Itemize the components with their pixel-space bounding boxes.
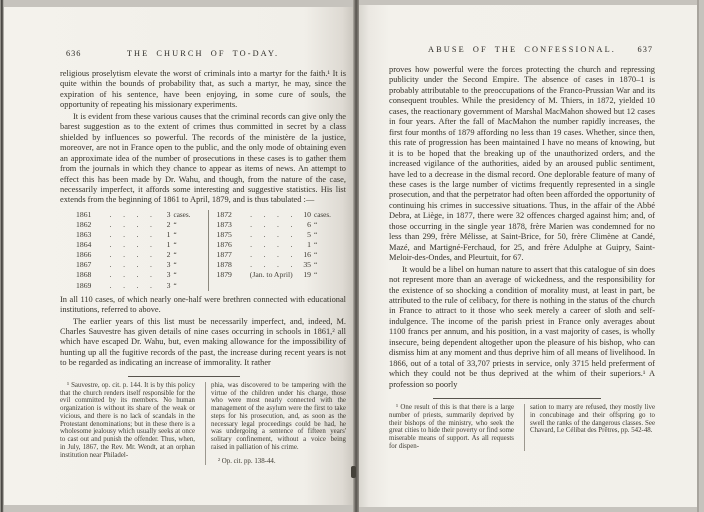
table-row <box>217 230 345 240</box>
body-paragraph: religious proselytism elevate the worst of criminals into a martyr for the faith.¹ It is quite within the bounds of probability that, as such a martyr, he may, since the expiration of his sentence, have been enjoying, in some cure of souls, the opportunity of repeating his missionary experiments. <box>60 69 346 110</box>
footnote-column <box>389 404 519 451</box>
table-unit: “ <box>173 271 177 280</box>
book-gutter <box>353 0 359 512</box>
table-year: 1867 <box>76 260 92 270</box>
table-row <box>76 210 204 220</box>
table-count: 1 <box>166 230 171 240</box>
table-unit: cases. <box>314 210 331 219</box>
table-row <box>76 281 204 291</box>
table-year: 1868 <box>76 270 92 280</box>
table-year: 1861 <box>76 209 92 219</box>
table-row <box>76 270 204 280</box>
table-year: 1877 <box>216 250 232 260</box>
footnote-text: ¹ One result of this is that there is a large number of priests, summarily deprived by their bishops of the ministry, who seek the great cities to hide their poverty or find some miserable means of support. As all requests for dispen- <box>389 404 514 450</box>
table-row <box>217 250 345 260</box>
footnote-column <box>211 382 346 466</box>
cases-table-left-column <box>60 210 208 291</box>
footnote-rule <box>433 398 601 399</box>
table-unit: “ <box>314 251 318 260</box>
footnote-rule <box>128 376 240 377</box>
table-year: 1866 <box>76 250 92 260</box>
table-row <box>217 260 345 270</box>
table-count: 10 <box>303 209 311 219</box>
footnote-text: ² Op. cit. pp. 138-44. <box>218 457 276 465</box>
table-year: 1869 <box>76 280 92 290</box>
table-row <box>76 230 204 240</box>
table-count: 2 <box>166 250 171 260</box>
table-count: 16 <box>303 250 311 260</box>
table-dot-leader: . . . . <box>250 260 293 270</box>
table-year: 1878 <box>216 260 232 270</box>
footnote-column-divider <box>205 382 206 466</box>
table-year: 1872 <box>216 209 232 219</box>
table-row <box>217 210 345 220</box>
table-count: 1 <box>307 240 311 250</box>
table-count: 6 <box>307 219 311 229</box>
right-page-content <box>389 45 655 451</box>
table-dot-leader: . . . . <box>109 280 152 290</box>
table-row <box>76 250 204 260</box>
table-row <box>217 240 345 250</box>
table-dot-leader: . . . . <box>109 270 152 280</box>
table-unit: “ <box>173 261 177 270</box>
cases-table-right-column <box>209 210 347 291</box>
body-paragraph: It would be a libel on human nature to assert that this catalogue of sin does not represent more than an average of wickedness, and the responsibility for the existence of so shocking a condition of morality must, at least in part, be attributed to the rule of celibacy, for there is nothing in the status of the church in France to attract to it those who seek merely a career of sloth and self-indulgence. The income of the parish priest in France only averages about 1100 francs per annum, and his position, in a vast majority of cases, is wholly insecure, being dependent altogether upon the pleasure of his bishop, who can dismiss him at any moment and thus deprive him of all means of livelihood. In 1866, out of a total of 33,707 priests in service, only 3715 held preferment of which they could not be thus deprived at the whim of their superiors.¹ A profession so poorly <box>389 264 655 389</box>
body-paragraph: proves how powerful were the forces protecting the church and repressing publicity under the Second Empire. The absence of cases in 1870–1 is probably attributable to the preoccupations of the Franco-Prussian War and its consequent troubles. While the presidency of M. Thiers, in 1872, yielded 10 cases, the reactionary government of Marshal MacMahon showed but 12 cases in four years. After the fall of MacMahon the number rapidly increases, the first four months of 1879 affording no less than 19 cases. Whether, since then, this rate of progression has been maintained I have no means of knowing, but it is to be hoped that the breaking up of the unauthorized orders, and the increased vigilance of the authorities, aided by an aroused public sentiment, have led to a decrease in the dismal record. One deplorable feature of many of these cases is the large number of victims frequently represented in a single prosecution, and that the perpetrator had often been afforded the opportunity of continuing his crimes in successive situations. Thus, in the affair of the Abbé Debra, at Liège, in 1877, there were 32 offences charged against him; and, of those occurring in the single year 1878, frère Marien was condemned for no less than 299, frère Mélisse, at Saint-Brice, for 50, frère Climène at Candé, Mazé, and Martigné-Ferchaud, for 25, and frère Adulphe at Guipry, Saint-Meloir-des-Ondes, and Pleurtuit, for 67. <box>389 65 655 263</box>
table-row <box>76 260 204 270</box>
table-count: 35 <box>303 260 311 270</box>
table-row <box>217 270 345 280</box>
table-unit: “ <box>173 281 177 290</box>
table-count: 3 <box>166 270 171 280</box>
table-dot-leader: . . . . <box>109 209 152 219</box>
table-unit: cases. <box>173 210 191 219</box>
table-dot-leader: (Jan. to April) <box>249 270 293 280</box>
table-dot-leader: . . . . <box>109 230 152 240</box>
table-unit: “ <box>173 251 177 260</box>
table-unit: “ <box>314 261 318 270</box>
table-year: 1875 <box>216 230 232 240</box>
table-year: 1873 <box>216 219 232 229</box>
table-dot-leader: . . . . <box>250 240 293 250</box>
left-page-content <box>60 49 346 465</box>
table-unit: “ <box>314 241 318 250</box>
table-count: 2 <box>166 219 171 229</box>
left-page <box>4 7 353 505</box>
table-unit: “ <box>173 231 177 240</box>
footnote-column <box>530 404 655 451</box>
left-footnotes <box>60 382 346 466</box>
table-count: 5 <box>307 230 311 240</box>
table-year: 1876 <box>216 240 232 250</box>
footnote-column-divider <box>524 404 525 451</box>
table-year: 1863 <box>76 230 92 240</box>
table-year: 1879 <box>216 270 232 280</box>
body-paragraph: The earlier years of this list must be necessarily imperfect, and, indeed, M. Charles Sauvestre has given details of nine cases occurring in schools in 1861,² all which have escaped Dr. Wahu, but, even making allowance for the impossibility of hunting up all the fugitive records of the past, the increase during recent years is not to be regarded as indicating an increase of immorality. It rather <box>60 316 346 368</box>
right-page <box>359 5 697 507</box>
table-row <box>217 220 345 230</box>
right-page-number: 637 <box>637 45 653 54</box>
table-unit: “ <box>314 220 318 229</box>
table-row <box>76 240 204 250</box>
footnote-text: ¹ Sauvestre, op. cit. p. 144. It is by this policy that the church renders itself responsible for the evil committed by its members. No human organization is without its share of the weak or vicious, and there is no lack of scandals in the Protestant denominations; but in these there is a wholesome jealousy which usually seeks at once to cast out and punish the offender. Thus, when, in July, 1867, the Rev. Mr. Wendt, at an orphan institution near Philadel- <box>60 381 195 459</box>
table-unit: “ <box>173 241 177 250</box>
table-dot-leader: . . . . <box>109 219 152 229</box>
footnote-text: sation to marry are refused, they mostly live in concubinage and their offspring go to swell the ranks of the dangerous classes. See Chavard, Le Célibat des Prêtres, pp. 542-48. <box>530 404 655 435</box>
right-footnotes <box>389 404 655 451</box>
table-dot-leader: . . . . <box>250 209 293 219</box>
cases-table <box>60 210 346 291</box>
footnote-column <box>60 382 200 466</box>
left-running-head <box>60 49 346 61</box>
left-page-number: 636 <box>66 49 82 58</box>
table-count: 3 <box>166 280 171 290</box>
table-unit: “ <box>173 220 177 229</box>
table-row <box>76 220 204 230</box>
body-paragraph: In all 110 cases, of which nearly one-half were brethren connected with educational institutions, referred to above. <box>60 294 346 315</box>
scan-artifact <box>351 466 356 478</box>
table-unit: “ <box>314 231 318 240</box>
table-unit: “ <box>314 271 318 280</box>
page-right-edge <box>697 0 699 512</box>
table-count: 3 <box>166 209 171 219</box>
table-dot-leader: . . . . <box>109 260 152 270</box>
left-running-title: THE CHURCH OF TO-DAY. <box>126 49 280 58</box>
right-running-title: ABUSE OF THE CONFESSIONAL. <box>428 45 616 54</box>
right-running-head <box>389 45 655 57</box>
table-dot-leader: . . . . <box>250 230 293 240</box>
table-year: 1862 <box>76 219 92 229</box>
footnote-text: phia, was discovered to be tampering with the virtue of the children under his charge, those who were most nearly connected with the management of the asylum were the first to take steps for his prosecution, and, as soon as the necessary legal proceedings could be had, he was undergoing a sentence of fifteen years' solitary confinement, without a voice being raised in palliation of his crime. <box>211 381 346 451</box>
body-paragraph: It is evident from these various causes that the criminal records can give only the barest suggestion as to the extent of crimes thus committed in secret by a class shielded by influences so powerful. The records of the ministère de la justice, moreover, are not in France open to the public, and the only mode of obtaining even an approximate idea of the number of prosecutions in these cases is to gather them from the journals in which they chance to appear as items of news. An attempt to effect this has been made by Dr. Wahu, and though, from the nature of the case, necessarily imperfect, it affords some interesting and suggestive statistics. His list extends from the beginning of 1861 to April, 1879, and is thus tabulated :— <box>60 111 346 205</box>
table-count: 19 <box>303 270 311 280</box>
table-count: 1 <box>166 240 171 250</box>
table-year: 1864 <box>76 240 92 250</box>
table-dot-leader: . . . . <box>109 240 152 250</box>
table-dot-leader: . . . . <box>250 219 293 229</box>
table-count: 3 <box>166 260 171 270</box>
table-dot-leader: . . . . <box>250 250 293 260</box>
table-dot-leader: . . . . <box>109 250 152 260</box>
